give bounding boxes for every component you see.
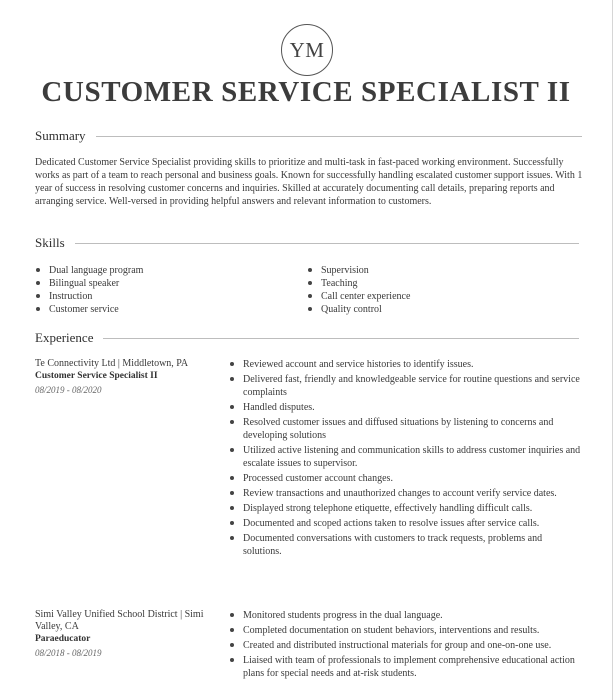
- skills-heading: [35, 235, 579, 251]
- summary-title: Summary: [35, 128, 86, 143]
- skill-item: Instruction: [35, 290, 143, 303]
- job-bullet: Documented conversations with customers to track requests, problems and solutions.: [229, 532, 581, 558]
- summary-divider: [96, 136, 582, 137]
- job-bullet: Utilized active listening and communication skills to address customer inquiries and escalate issues to supervisor.: [229, 444, 581, 470]
- skill-item: Supervision: [307, 264, 410, 277]
- job-bullet: Liaised with team of professionals to implement comprehensive educational action plans for special needs and at-risk students.: [229, 654, 581, 680]
- job-bullet: Monitored students progress in the dual language.: [229, 609, 581, 622]
- skills-list-right: [307, 264, 410, 316]
- experience-title: Experience: [35, 330, 94, 345]
- summary-paragraph: Dedicated Customer Service Specialist providing skills to prioritize and multi-task in fast-paced working environment. Successfully works as part of a team to reach personal and business goals. Known for successfully handling escalated customer support issues. With 1 year of success in resolving customer concerns and inquiries. Skilled at accurately documenting call details, preparing reports and arranging service. Well-versed in providing helpful answers and relevant information to customers.: [35, 157, 583, 207]
- job-bullet: Handled disputes.: [229, 401, 581, 414]
- skills-title: Skills: [35, 235, 65, 250]
- skill-item: Dual language program: [35, 264, 143, 277]
- monogram-text: YM: [289, 37, 325, 62]
- job-bullet: Displayed strong telephone etiquette, effectively handling difficult calls.: [229, 502, 581, 515]
- job-bullet: Processed customer account changes.: [229, 472, 581, 485]
- skills-list-left: [35, 264, 143, 316]
- experience-divider: [103, 338, 579, 339]
- skill-item: Customer service: [35, 303, 143, 316]
- job-dates: 08/2019 - 08/2020: [35, 385, 102, 395]
- skills-divider: [75, 243, 579, 244]
- job-bullet: Completed documentation on student behaviors, interventions and results.: [229, 624, 581, 637]
- skill-item: Call center experience: [307, 290, 410, 303]
- job-bullets: [229, 358, 581, 560]
- job-bullet: Reviewed account and service histories to identify issues.: [229, 358, 581, 371]
- resume-title: CUSTOMER SERVICE SPECIALIST II: [41, 76, 571, 108]
- job-bullets: [229, 609, 581, 682]
- job-role: Customer Service Specialist II: [35, 371, 158, 381]
- skill-item: Quality control: [307, 303, 410, 316]
- job-company: Te Connectivity Ltd | Middletown, PA: [35, 358, 189, 369]
- page-edge-divider: [612, 0, 613, 700]
- skill-item: Teaching: [307, 277, 410, 290]
- job-bullet: Created and distributed instructional materials for group and one-on-one use.: [229, 639, 581, 652]
- skill-item: Bilingual speaker: [35, 277, 143, 290]
- job-role: Paraeducator: [35, 634, 91, 644]
- job-info: [35, 609, 225, 659]
- job-dates: 08/2018 - 08/2019: [35, 648, 102, 658]
- monogram-badge: [281, 24, 333, 76]
- job-info: [35, 358, 225, 396]
- job-bullet: Documented and scoped actions taken to resolve issues after service calls.: [229, 517, 581, 530]
- job-bullet: Delivered fast, friendly and knowledgeable service for routine questions and service complaints: [229, 373, 581, 399]
- job-bullet: Review transactions and unauthorized changes to account verify service dates.: [229, 487, 581, 500]
- summary-heading: [35, 128, 582, 144]
- experience-heading: [35, 330, 579, 346]
- job-bullet: Resolved customer issues and diffused situations by listening to concerns and developing solutions: [229, 416, 581, 442]
- job-company: Simi Valley Unified School District | Simi Valley, CA: [35, 609, 204, 632]
